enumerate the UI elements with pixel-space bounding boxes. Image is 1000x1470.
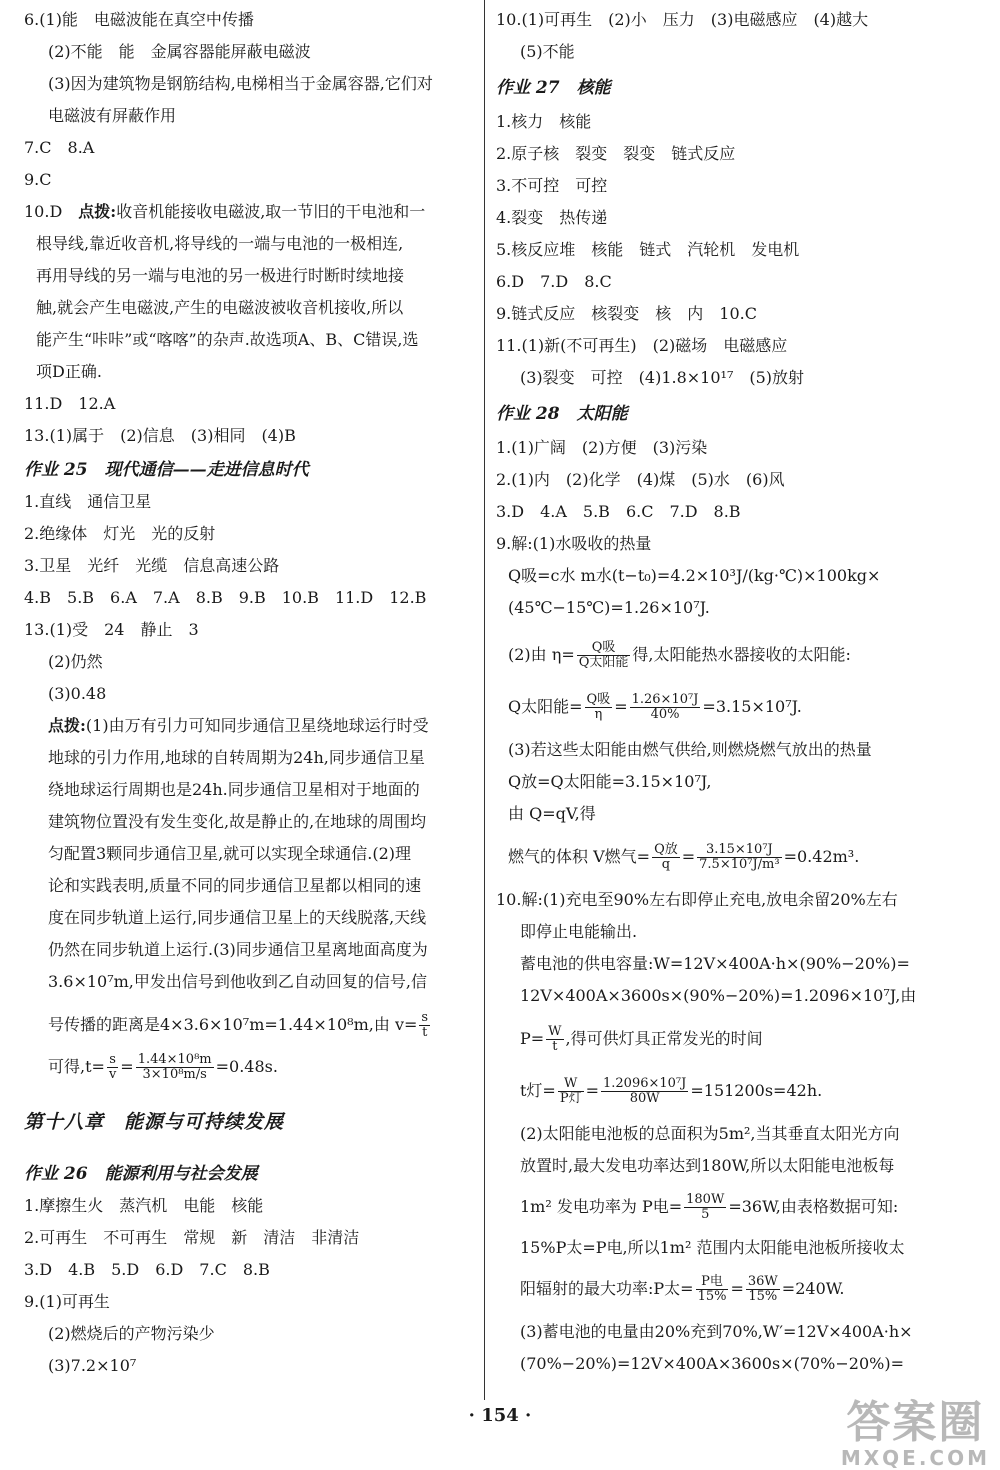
answer-text: =0.48s. [215, 1057, 278, 1076]
denominator: v [108, 1067, 117, 1082]
chapter-title: 第十八章 能源与可持续发展 [24, 1111, 285, 1133]
answer-line: 2.(1)内 (2)化学 (4)煤 (5)水 (6)风 [496, 470, 785, 489]
answer-line: 4.B 5.B 6.A 7.A 8.B 9.B 10.B 11.D 12.B [24, 588, 427, 607]
denominator: 15% [697, 1289, 727, 1304]
answer-text: 10.D [24, 202, 79, 221]
answer-line: 11.(1)新(不可再生) (2)磁场 电磁感应 [496, 336, 788, 355]
denominator: 80W [629, 1091, 660, 1106]
fraction [419, 1011, 430, 1040]
fraction [697, 843, 781, 872]
denominator: t [552, 1039, 558, 1054]
answer-line: 9.解:(1)水吸收的热量 [496, 534, 652, 553]
answer-line: 建筑物位置没有发生变化,故是静止的,在地球的周围均 [48, 812, 427, 831]
answer-line: 5.核反应堆 核能 链式 汽轮机 发电机 [496, 240, 800, 259]
formula-line: Q放=Q太阳能=3.15×10⁷J, [508, 772, 712, 791]
column-divider [484, 0, 485, 1400]
answer-text: =240W. [781, 1279, 845, 1298]
numerator: 3.15×10⁷J [697, 843, 781, 858]
answer-line: 触,就会产生电磁波,产生的电磁波被收音机接收,所以 [36, 298, 404, 317]
fraction [107, 1053, 118, 1082]
answer-line: 13.(1)受 24 静止 3 [24, 620, 199, 639]
fraction [558, 1077, 584, 1106]
answer-line: (2)太阳能电池板的总面积为5m²,当其垂直太阳光方向 [520, 1124, 900, 1143]
denominator: 7.5×10⁷J/m³ [699, 857, 780, 872]
numerator: W [558, 1077, 584, 1092]
answer-text: 得,太阳能热水器接收的太阳能: [632, 645, 851, 664]
formula-line [508, 638, 851, 672]
numerator: 36W [747, 1274, 778, 1289]
answer-line: 4.裂变 热传递 [496, 208, 608, 227]
page-number: · 154 · [468, 1405, 532, 1426]
formula-line [520, 1022, 763, 1056]
numerator: Q放 [654, 842, 678, 857]
answer-text: (1)由万有引力可知同步通信卫星绕地球运行时受 [85, 716, 429, 735]
answer-line: 9.(1)可再生 [24, 1292, 110, 1311]
answer-line: 放置时,最大发电功率达到180W,所以太阳能电池板每 [520, 1156, 895, 1175]
fraction [601, 1077, 688, 1106]
answer-text: = [120, 1057, 134, 1076]
section-heading-27: 作业 27 核能 [496, 78, 611, 98]
denominator: 3×10⁸m/s [142, 1067, 207, 1082]
answer-line: (3)若这些太阳能由燃气供给,则燃烧燃气放出的热量 [508, 740, 872, 759]
answer-line: 1.核力 核能 [496, 112, 592, 131]
answer-line: 1.摩擦生火 蒸汽机 电能 核能 [24, 1196, 264, 1215]
answer-text: ,得可供灯具正常发光的时间 [565, 1029, 763, 1048]
answer-line: 15%P太=P电,所以1m² 范围内太阳能电池板所接收太 [520, 1238, 905, 1257]
fraction [136, 1053, 214, 1082]
numerator: s [107, 1053, 118, 1068]
formula-line: 12V×400A×3600s×(90%−20%)=1.2096×10⁷J,由 [520, 986, 917, 1005]
answer-line: 再用导线的另一端与电池的另一极进行时断时续地接 [36, 266, 405, 285]
answer-text: =151200s=42h. [690, 1081, 823, 1100]
numerator: s [421, 1010, 429, 1025]
answer-line [48, 1008, 432, 1042]
formula-line [508, 840, 859, 874]
answer-text: = [681, 847, 696, 866]
answer-text: = [585, 1081, 599, 1100]
answer-text: 收音机能接收电磁波,取一节旧的干电池和一 [116, 202, 426, 221]
formula-line: 由 Q=qV,得 [508, 804, 596, 823]
answer-text: 1m² 发电功率为 P电= [520, 1197, 683, 1216]
fraction [577, 641, 631, 670]
answer-line: (2)仍然 [48, 652, 103, 671]
denominator: q [661, 857, 671, 872]
answer-text: 燃气的体积 V燃气= [508, 847, 651, 866]
hint-label: 点拨: [78, 202, 117, 221]
answer-line: 2.可再生 不可再生 常规 新 清洁 非清洁 [24, 1228, 360, 1247]
answer-line: 绕地球运行周期也是24h.同步通信卫星相对于地面的 [48, 780, 420, 799]
formula-line: 蓄电池的供电容量:W=12V×400A·h×(90%−20%)= [520, 954, 910, 973]
answer-line: 3.不可控 可控 [496, 176, 608, 195]
fraction [652, 843, 680, 872]
denominator: P灯 [559, 1091, 582, 1106]
numerator: W [548, 1024, 562, 1039]
numerator: 180W [686, 1192, 725, 1207]
answer-line: (3)7.2×10⁷ [48, 1356, 137, 1375]
answer-text: = [730, 1279, 744, 1298]
answer-line: 1.直线 通信卫星 [24, 492, 152, 511]
answer-line: 6.(1)能 电磁波能在真空中传播 [24, 10, 254, 29]
answer-line: 2.原子核 裂变 裂变 链式反应 [496, 144, 736, 163]
answer-line [24, 200, 425, 224]
answer-line: (2)燃烧后的产物污染少 [48, 1324, 215, 1343]
answer-line: 电磁波有屏蔽作用 [48, 106, 177, 125]
answer-line: 地球的引力作用,地球的自转周期为24h,同步通信卫星 [48, 748, 425, 767]
section-heading-25: 作业 25 现代通信——走进信息时代 [24, 460, 309, 480]
numerator: 1.2096×10⁷J [603, 1076, 687, 1091]
denominator: t [422, 1025, 428, 1040]
formula-line [520, 1190, 898, 1224]
answer-line: 7.C 8.A [24, 138, 95, 157]
answer-line: 11.D 12.A [24, 394, 116, 413]
hint-label: 点拨: [48, 716, 86, 735]
answer-text: 可得,t= [48, 1057, 105, 1076]
answer-line: 3.D 4.A 5.B 6.C 7.D 8.B [496, 502, 741, 521]
answer-line: (5)不能 [520, 42, 575, 61]
answer-line: (2)不能 能 金属容器能屏蔽电磁波 [48, 42, 311, 61]
answer-line: 论和实践表明,质量不同的同步通信卫星都以相同的速 [48, 876, 422, 895]
answer-line: (3)0.48 [48, 684, 107, 703]
answer-text: 阳辐射的最大功率:P太= [520, 1279, 694, 1298]
denominator: η [594, 707, 603, 722]
answer-text: P= [520, 1029, 545, 1048]
answer-line: 2.绝缘体 灯光 光的反射 [24, 524, 216, 543]
answer-line: 9.链式反应 核裂变 核 内 10.C [496, 304, 757, 323]
formula-line: (3)蓄电池的电量由20%充到70%,W′=12V×400A·h× [520, 1322, 913, 1341]
answer-text: (2)由 η= [508, 645, 575, 664]
numerator: 1.44×10⁸m [137, 1052, 212, 1067]
answer-text: =0.42m³. [783, 847, 860, 866]
answer-line: 3.D 4.B 5.D 6.D 7.C 8.B [24, 1260, 270, 1279]
denominator: 5 [701, 1207, 710, 1222]
watermark-logo: 答案圈 [846, 1397, 985, 1448]
numerator: Q吸 [586, 692, 611, 707]
formula-line [520, 1074, 822, 1108]
answer-text: = [614, 697, 628, 716]
fraction [585, 693, 613, 722]
answer-line: (3)因为建筑物是钢筋结构,电梯相当于金属容器,它们对 [48, 74, 433, 93]
watermark [840, 1397, 990, 1470]
fraction [696, 1275, 729, 1304]
answer-line: 3.6×10⁷m,甲发出信号到他收到乙自动回复的信号,信 [48, 972, 427, 991]
answer-line: 13.(1)属于 (2)信息 (3)相同 (4)B [24, 426, 296, 445]
formula-line [48, 1050, 278, 1084]
formula-line: Q吸=c水 m水(t−t₀)=4.2×10³J/(kg·℃)×100kg× [508, 566, 881, 585]
answer-line: 1.(1)广阔 (2)方便 (3)污染 [496, 438, 708, 457]
formula-line [508, 690, 802, 724]
formula-line: (70%−20%)=12V×400A×3600s×(70%−20%)= [520, 1354, 904, 1373]
denominator: 40% [650, 707, 680, 722]
formula-line [520, 1272, 844, 1306]
answer-text: =36W,由表格数据可知: [728, 1197, 899, 1216]
answer-text: =3.15×10⁷J. [702, 697, 802, 716]
fraction [630, 693, 701, 722]
section-heading-28: 作业 28 太阳能 [496, 404, 628, 424]
answer-line: 仍然在同步轨道上运行.(3)同步通信卫星离地面高度为 [48, 940, 428, 959]
answer-line: 能产生“咔咔”或“喀喀”的杂声.故选项A、B、C错误,选 [36, 330, 419, 349]
denominator: Q太阳能 [578, 655, 629, 670]
numerator: P电 [696, 1275, 729, 1290]
numerator: 1.26×10⁷J [631, 692, 699, 707]
answer-text: Q太阳能= [508, 697, 583, 716]
answer-text: 号传播的距离是4×3.6×10⁷m=1.44×10⁸m,由 v= [48, 1015, 418, 1034]
answer-line: 10.(1)可再生 (2)小 压力 (3)电磁感应 (4)越大 [496, 10, 869, 29]
answer-line: 度在同步轨道上运行,同步通信卫星上的天线脱落,天线 [48, 908, 427, 927]
formula-line: (45℃−15℃)=1.26×10⁷J. [508, 598, 710, 617]
answer-line: (3)裂变 可控 (4)1.8×10¹⁷ (5)放射 [520, 368, 805, 387]
answer-text: t灯= [520, 1081, 556, 1100]
answer-line: 根导线,靠近收音机,将导线的一端与电池的一极相连, [36, 234, 404, 253]
section-heading-26: 作业 26 能源利用与社会发展 [24, 1164, 258, 1184]
answer-line: 10.解:(1)充电至90%左右即停止充电,放电余留20%左右 [496, 890, 898, 909]
answer-line: 即停止电能输出. [520, 922, 638, 941]
denominator: 15% [748, 1289, 778, 1304]
answer-line: 匀配置3颗同步通信卫星,就可以实现全球通信.(2)理 [48, 844, 412, 863]
numerator: Q吸 [577, 641, 631, 656]
answer-line [48, 714, 429, 738]
fraction [684, 1193, 726, 1222]
fraction [546, 1025, 563, 1054]
answer-line: 项D正确. [36, 362, 102, 381]
watermark-url: MXQE.COM [840, 1446, 990, 1470]
answer-line: 3.卫星 光纤 光缆 信息高速公路 [24, 556, 280, 575]
answer-line: 9.C [24, 170, 52, 189]
fraction [746, 1275, 780, 1304]
answer-line: 6.D 7.D 8.C [496, 272, 612, 291]
